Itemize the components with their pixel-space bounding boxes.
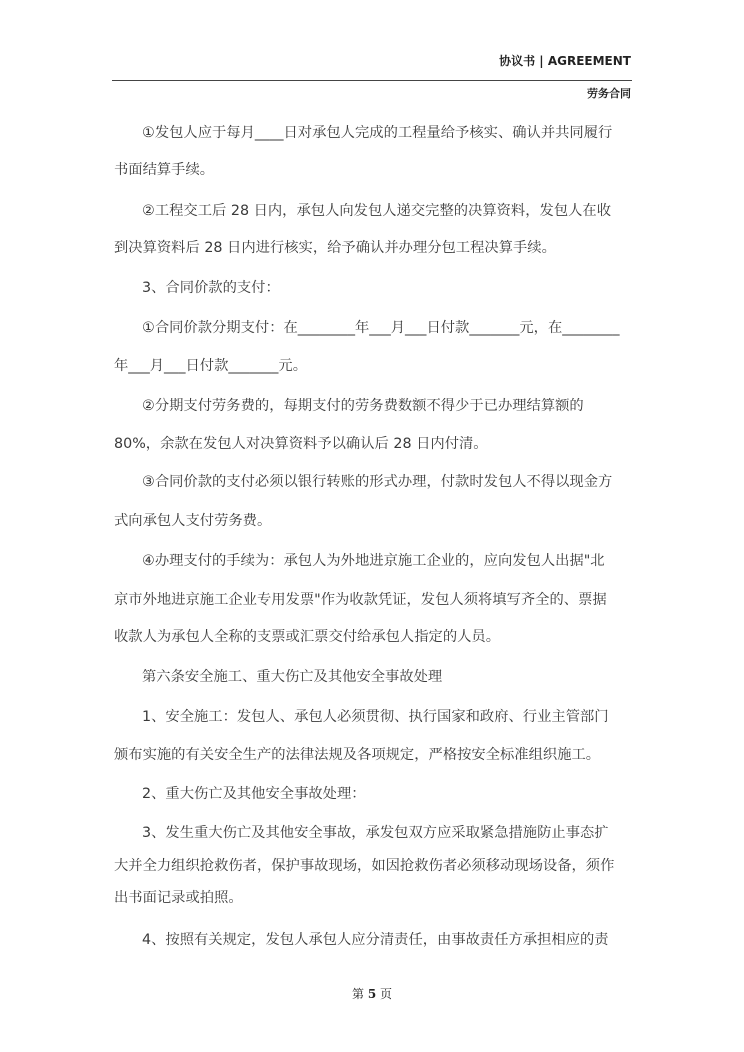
page-number: 5 — [367, 987, 377, 1001]
footer-prefix: 第 — [351, 987, 364, 1001]
text-line: 4、按照有关规定，发包人承包人应分清责任，由事故责任方承担相应的责 — [142, 932, 609, 948]
text-line: ③合同价款的支付必须以银行转账的形式办理，付款时发包人不得以现金方 — [142, 474, 613, 490]
text-line: 书面结算手续。 — [114, 162, 215, 178]
text-line: 京市外地进京施工企业专用发票"作为收款凭证，发包人须将填写齐全的、票据 — [114, 592, 607, 608]
text-line: 年___月___日付款_______元。 — [114, 358, 308, 374]
text-line: ①发包人应于每月____日对承包人完成的工程量给予核实、确认并共同履行 — [142, 125, 613, 141]
text-line: ④办理支付的手续为：承包人为外地进京施工企业的，应向发包人出据"北 — [142, 553, 605, 569]
text-line: 到决算资料后 28 日内进行核实，给予确认并办理分包工程决算手续。 — [114, 240, 556, 256]
header-title: 协议书 | AGREEMENT — [499, 54, 631, 68]
header-subtitle: 劳务合同 — [587, 87, 631, 100]
text-line: 颁布实施的有关安全生产的法律法规及各项规定，严格按安全标准组织施工。 — [114, 747, 601, 763]
text-line: ①合同价款分期支付：在________年___月___日付款_______元，在________ — [142, 320, 620, 336]
text-line: 3、合同价款的支付： — [142, 280, 280, 296]
header-divider — [112, 80, 632, 81]
text-line: ②分期支付劳务费的，每期支付的劳务费数额不得少于已办理结算额的 — [142, 398, 584, 414]
text-line: 收款人为承包人全称的支票或汇票交付给承包人指定的人员。 — [114, 629, 501, 645]
text-line: 2、重大伤亡及其他安全事故处理： — [142, 786, 366, 802]
section-heading: 第六条安全施工、重大伤亡及其他安全事故处理 — [142, 669, 443, 685]
text-line: 大并全力组织抢救伤者，保护事故现场，如因抢救伤者必须移动现场设备，须作 — [114, 858, 615, 874]
text-line: 80%，余款在发包人对决算资料予以确认后 28 日内付清。 — [114, 436, 488, 452]
text-line: 式向承包人支付劳务费。 — [114, 513, 272, 529]
text-line: 出书面记录或拍照。 — [114, 890, 243, 906]
page-footer — [0, 985, 744, 1002]
text-line: 3、发生重大伤亡及其他安全事故，承发包双方应采取紧急措施防止事态扩 — [142, 825, 609, 841]
text-line: ②工程交工后 28 日内，承包人向发包人递交完整的决算资料，发包人在收 — [142, 203, 612, 219]
text-line: 1、安全施工：发包人、承包人必须贯彻、执行国家和政府、行业主管部门 — [142, 709, 609, 725]
footer-suffix: 页 — [380, 987, 393, 1001]
